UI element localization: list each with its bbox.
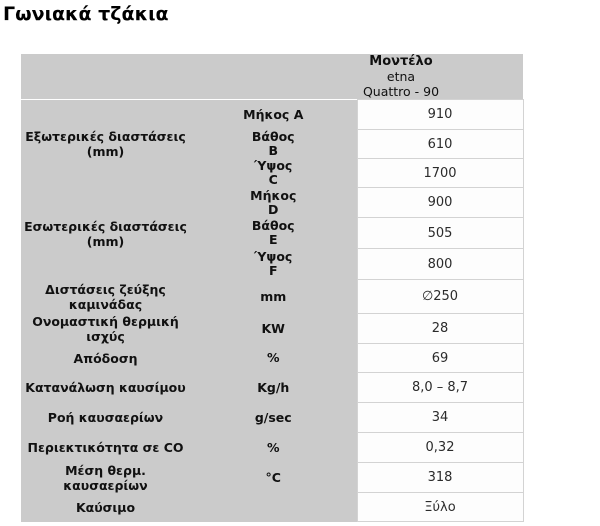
row-label-cell: Περιεκτικότητα σε CO	[21, 433, 190, 463]
row-label-cell: Εξωτερικές διαστάσεις (mm)	[21, 100, 190, 188]
row-value-cell: 505	[357, 218, 523, 249]
row-label-cell: Απόδοση	[21, 344, 190, 373]
row-sublabel-cell: °C	[190, 463, 357, 493]
row-sublabel-cell: mm	[190, 280, 357, 314]
row-label-cell: Καύσιμο	[21, 493, 190, 522]
spec-row	[21, 433, 523, 463]
spec-row	[21, 188, 523, 218]
row-sublabel-cell: Kg/h	[190, 373, 357, 403]
row-label-cell: Εσωτερικές διαστάσεις (mm)	[21, 188, 190, 280]
row-value-cell: ∅250	[357, 280, 523, 314]
row-sublabel-cell: Ύψος C	[190, 159, 357, 188]
spec-row	[21, 314, 523, 344]
row-sublabel-cell	[190, 493, 357, 522]
row-value-cell: 1700	[357, 159, 523, 188]
row-sublabel-cell: Βάθος E	[190, 218, 357, 249]
header-row	[21, 54, 523, 100]
row-label-cell: Ονομαστική θερμική ισχύς	[21, 314, 190, 344]
row-sublabel-cell: %	[190, 344, 357, 373]
spec-row	[21, 463, 523, 493]
row-value-cell: 69	[357, 344, 523, 373]
spec-row	[21, 403, 523, 433]
model-label: Μοντέλο	[369, 54, 433, 69]
row-sublabel-cell: KW	[190, 314, 357, 344]
row-sublabel-cell: Ύψος F	[190, 249, 357, 280]
row-value-cell: 318	[357, 463, 523, 493]
row-sublabel-cell: Μήκος D	[190, 188, 357, 218]
spec-table-body	[21, 100, 523, 522]
page-title: Γωνιακά τζάκια	[3, 3, 169, 25]
row-sublabel-cell: Μήκος A	[190, 100, 357, 130]
row-value-cell: 34	[357, 403, 523, 433]
row-label-cell: Κατανάλωση καυσίμου	[21, 373, 190, 403]
model-name: Quattro - 90	[362, 84, 440, 99]
model-header	[279, 54, 523, 99]
model-header-cell	[21, 54, 523, 100]
row-value-cell: 8,0 – 8,7	[357, 373, 523, 403]
row-value-cell: 28	[357, 314, 523, 344]
row-value-cell: Ξύλο	[357, 493, 523, 522]
spec-row	[21, 344, 523, 373]
row-value-cell: 910	[357, 100, 523, 130]
row-value-cell: 900	[357, 188, 523, 218]
row-sublabel-cell: %	[190, 433, 357, 463]
row-value-cell: 800	[357, 249, 523, 280]
spec-table	[21, 54, 524, 522]
row-value-cell: 0,32	[357, 433, 523, 463]
row-label-cell: Ροή καυσαερίων	[21, 403, 190, 433]
row-sublabel-cell: Βάθος B	[190, 130, 357, 159]
spec-row	[21, 373, 523, 403]
spec-row	[21, 100, 523, 130]
row-value-cell: 610	[357, 130, 523, 159]
row-label-cell: Διστάσεις ζεύξης καμινάδας	[21, 280, 190, 314]
model-brand: etna	[386, 69, 416, 84]
spec-row	[21, 280, 523, 314]
row-label-cell: Μέση θερμ. καυσαερίων	[21, 463, 190, 493]
spec-row	[21, 493, 523, 522]
row-sublabel-cell: g/sec	[190, 403, 357, 433]
